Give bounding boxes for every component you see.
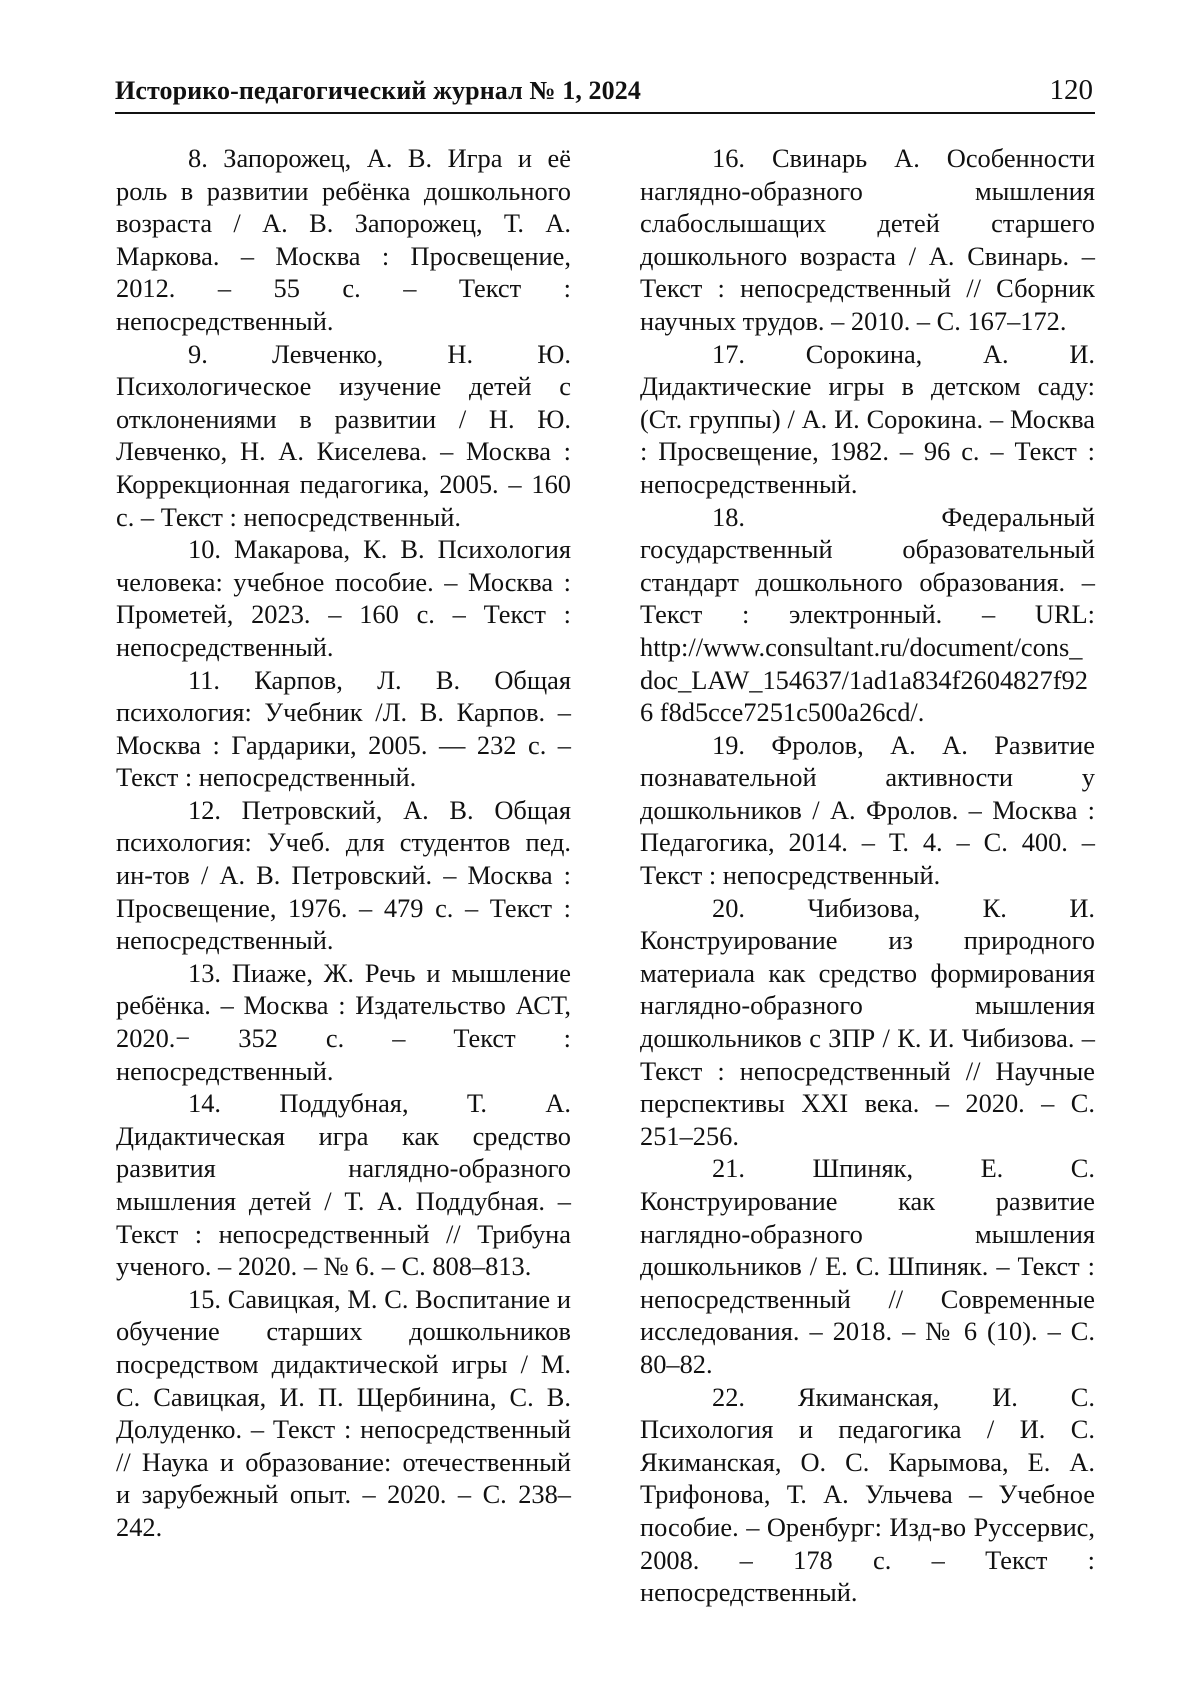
reference-item: 19. Фролов, А. А. Развитие познавательной активности у дошкольников / А. Фролов. – Москва : Педагогика, 2014. – Т. 4. – С. 400. – Текст : непосредственный.: [640, 729, 1095, 891]
references-right-column: [640, 142, 1095, 1609]
reference-item: 21. Шпиняк, Е. С. Конструирование как развитие наглядно-образного мышления дошкольников / Е. С. Шпиняк. – Текст : непосредственный // Современные исследования. – 2018. – № 6 (10). – С. 80–82.: [640, 1153, 1095, 1379]
reference-item: 20. Чибизова, К. И. Конструирование из природного материала как средство формирования наглядно-образного мышления дошкольников с ЗПР / К. И. Чибизова. – Текст : непосредственный // Научные перспективы XXI века. – 2020. – С. 251–256.: [640, 892, 1095, 1151]
references-left-column: [116, 142, 571, 1544]
page-number: 120: [1049, 74, 1093, 106]
reference-item: 16. Свинарь А. Особенности наглядно-образного мышления слабослышащих детей старшего дошкольного возраста / А. Свинарь. – Текст : непосредственный // Сборник научных трудов. – 2010. – С. 167–172.: [640, 143, 1095, 336]
reference-item: 9. Левченко, Н. Ю. Психологическое изучение детей с отклонениями в развитии / Н. Ю. Левченко, Н. А. Киселева. – Москва : Коррекционная педагогика, 2005. – 160 с. – Текст : непосредственный.: [116, 338, 571, 532]
reference-item: 22. Якиманская, И. С. Психология и педагогика / И. С. Якиманская, О. С. Карымова, Е. А. Трифонова, Т. А. Ульчева – Учебное пособие. – Оренбург: Изд-во Руссервис, 2008. – 178 с. – Текст : непосредственный.: [640, 1381, 1095, 1608]
reference-item: 18. Федеральный государственный образовательный стандарт дошкольного образования. – Текст : электронный. – URL: http://www.consultant.ru/document/cons_doc_LAW_154637/1ad1a834f2604827f926 f8d5cce7251c500a26cd/.: [640, 501, 1095, 728]
reference-item: 12. Петровский, А. В. Общая психология: Учеб. для студентов пед. ин-тов / А. В. Петровский. – Москва : Просвещение, 1976. – 479 с. – Текст : непосредственный.: [116, 794, 571, 956]
page-header: [115, 70, 1095, 114]
reference-item: 15. Савицкая, М. С. Воспитание и обучение старших дошкольников посредством дидактической игры / М. С. Савицкая, И. П. Щербинина, С. В. Долуденко. – Текст : непосредственный // Наука и образование: отечественный и зарубежный опыт. – 2020. – С. 238–242.: [116, 1283, 571, 1542]
reference-item: 11. Карпов, Л. В. Общая психология: Учебник /Л. В. Карпов. – Москва : Гардарики, 2005. — 232 с. – Текст : непосредственный.: [116, 664, 571, 793]
reference-item: 14. Поддубная, Т. А. Дидактическая игра как средство развития наглядно-образного мышления детей / Т. А. Поддубная. – Текст : непосредственный // Трибуна ученого. – 2020. – № 6. – С. 808–813.: [116, 1088, 571, 1282]
journal-title: Историко-педагогический журнал № 1, 2024: [115, 76, 641, 105]
reference-item: 10. Макарова, К. В. Психология человека: учебное пособие. – Москва : Прометей, 2023. – 160 с. – Текст : непосредственный.: [116, 534, 571, 662]
reference-item: 8. Запорожец, А. В. Игра и её роль в развитии ребёнка дошкольного возраста / А. В. Запорожец, Т. А. Маркова. – Москва : Просвещение, 2012. – 55 с. – Текст : непосредственный.: [116, 143, 571, 336]
reference-item: 17. Сорокина, А. И. Дидактические игры в детском саду: (Ст. группы) / А. И. Сорокина. – Москва : Просвещение, 1982. – 96 с. – Текст : непосредственный.: [640, 338, 1095, 499]
reference-item: 13. Пиаже, Ж. Речь и мышление ребёнка. – Москва : Издательство АСТ, 2020.− 352 с. – Текст : непосредственный.: [116, 957, 571, 1086]
